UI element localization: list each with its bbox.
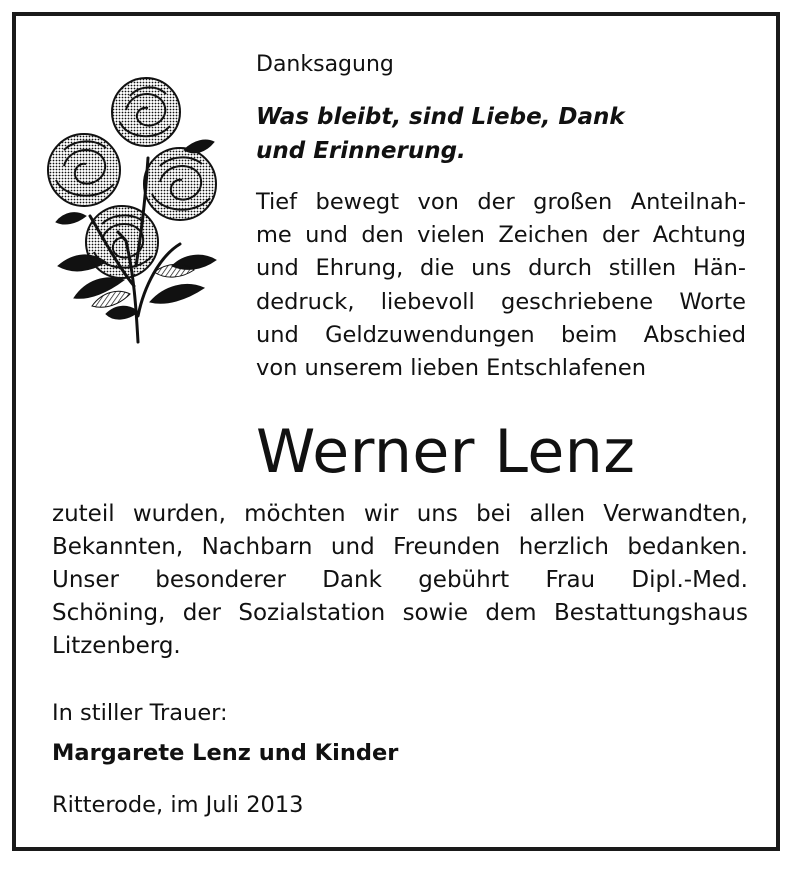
intro-line: von unserem lieben Entschlafenen [256,355,646,382]
body-line: Litzenberg. [52,633,181,659]
intro-line: Tief bewegt von der großen Anteilnah- [256,189,746,215]
body-line: Schöning, der Sozialstation sowie dem Bestattungshaus [52,600,748,626]
intro-line: und Ehrung, die uns durch stillen Hän- [256,255,746,282]
deceased-name: Werner Lenz [256,417,636,487]
signers: Margarete Lenz und Kinder [52,740,399,766]
mourning-label: In stiller Trauer: [52,700,228,726]
intro-line: dedruck, liebevoll geschriebene Worte [256,288,746,315]
intro-line: und Geldzuwendungen beim Abschied [256,321,746,348]
motto [256,100,625,168]
notice-heading: Danksagung [256,52,394,77]
motto-line: und Erinnerung. [256,138,466,164]
intro-paragraph [256,186,746,385]
intro-line: me und den vielen Zeichen der Achtung [256,222,746,249]
roses-bouquet-icon [34,66,226,346]
body-line: Bekannten, Nachbarn und Freunden herzlich bedanken. [52,534,748,560]
body-line: Unser besonderer Dank gebührt Frau Dipl.-Med. [52,567,748,593]
motto-line: Was bleibt, sind Liebe, Dank [256,104,625,130]
place-date: Ritterode, im Juli 2013 [52,792,304,818]
body-paragraph [52,498,748,663]
body-line: zuteil wurden, möchten wir uns bei allen Verwandten, [52,501,748,527]
